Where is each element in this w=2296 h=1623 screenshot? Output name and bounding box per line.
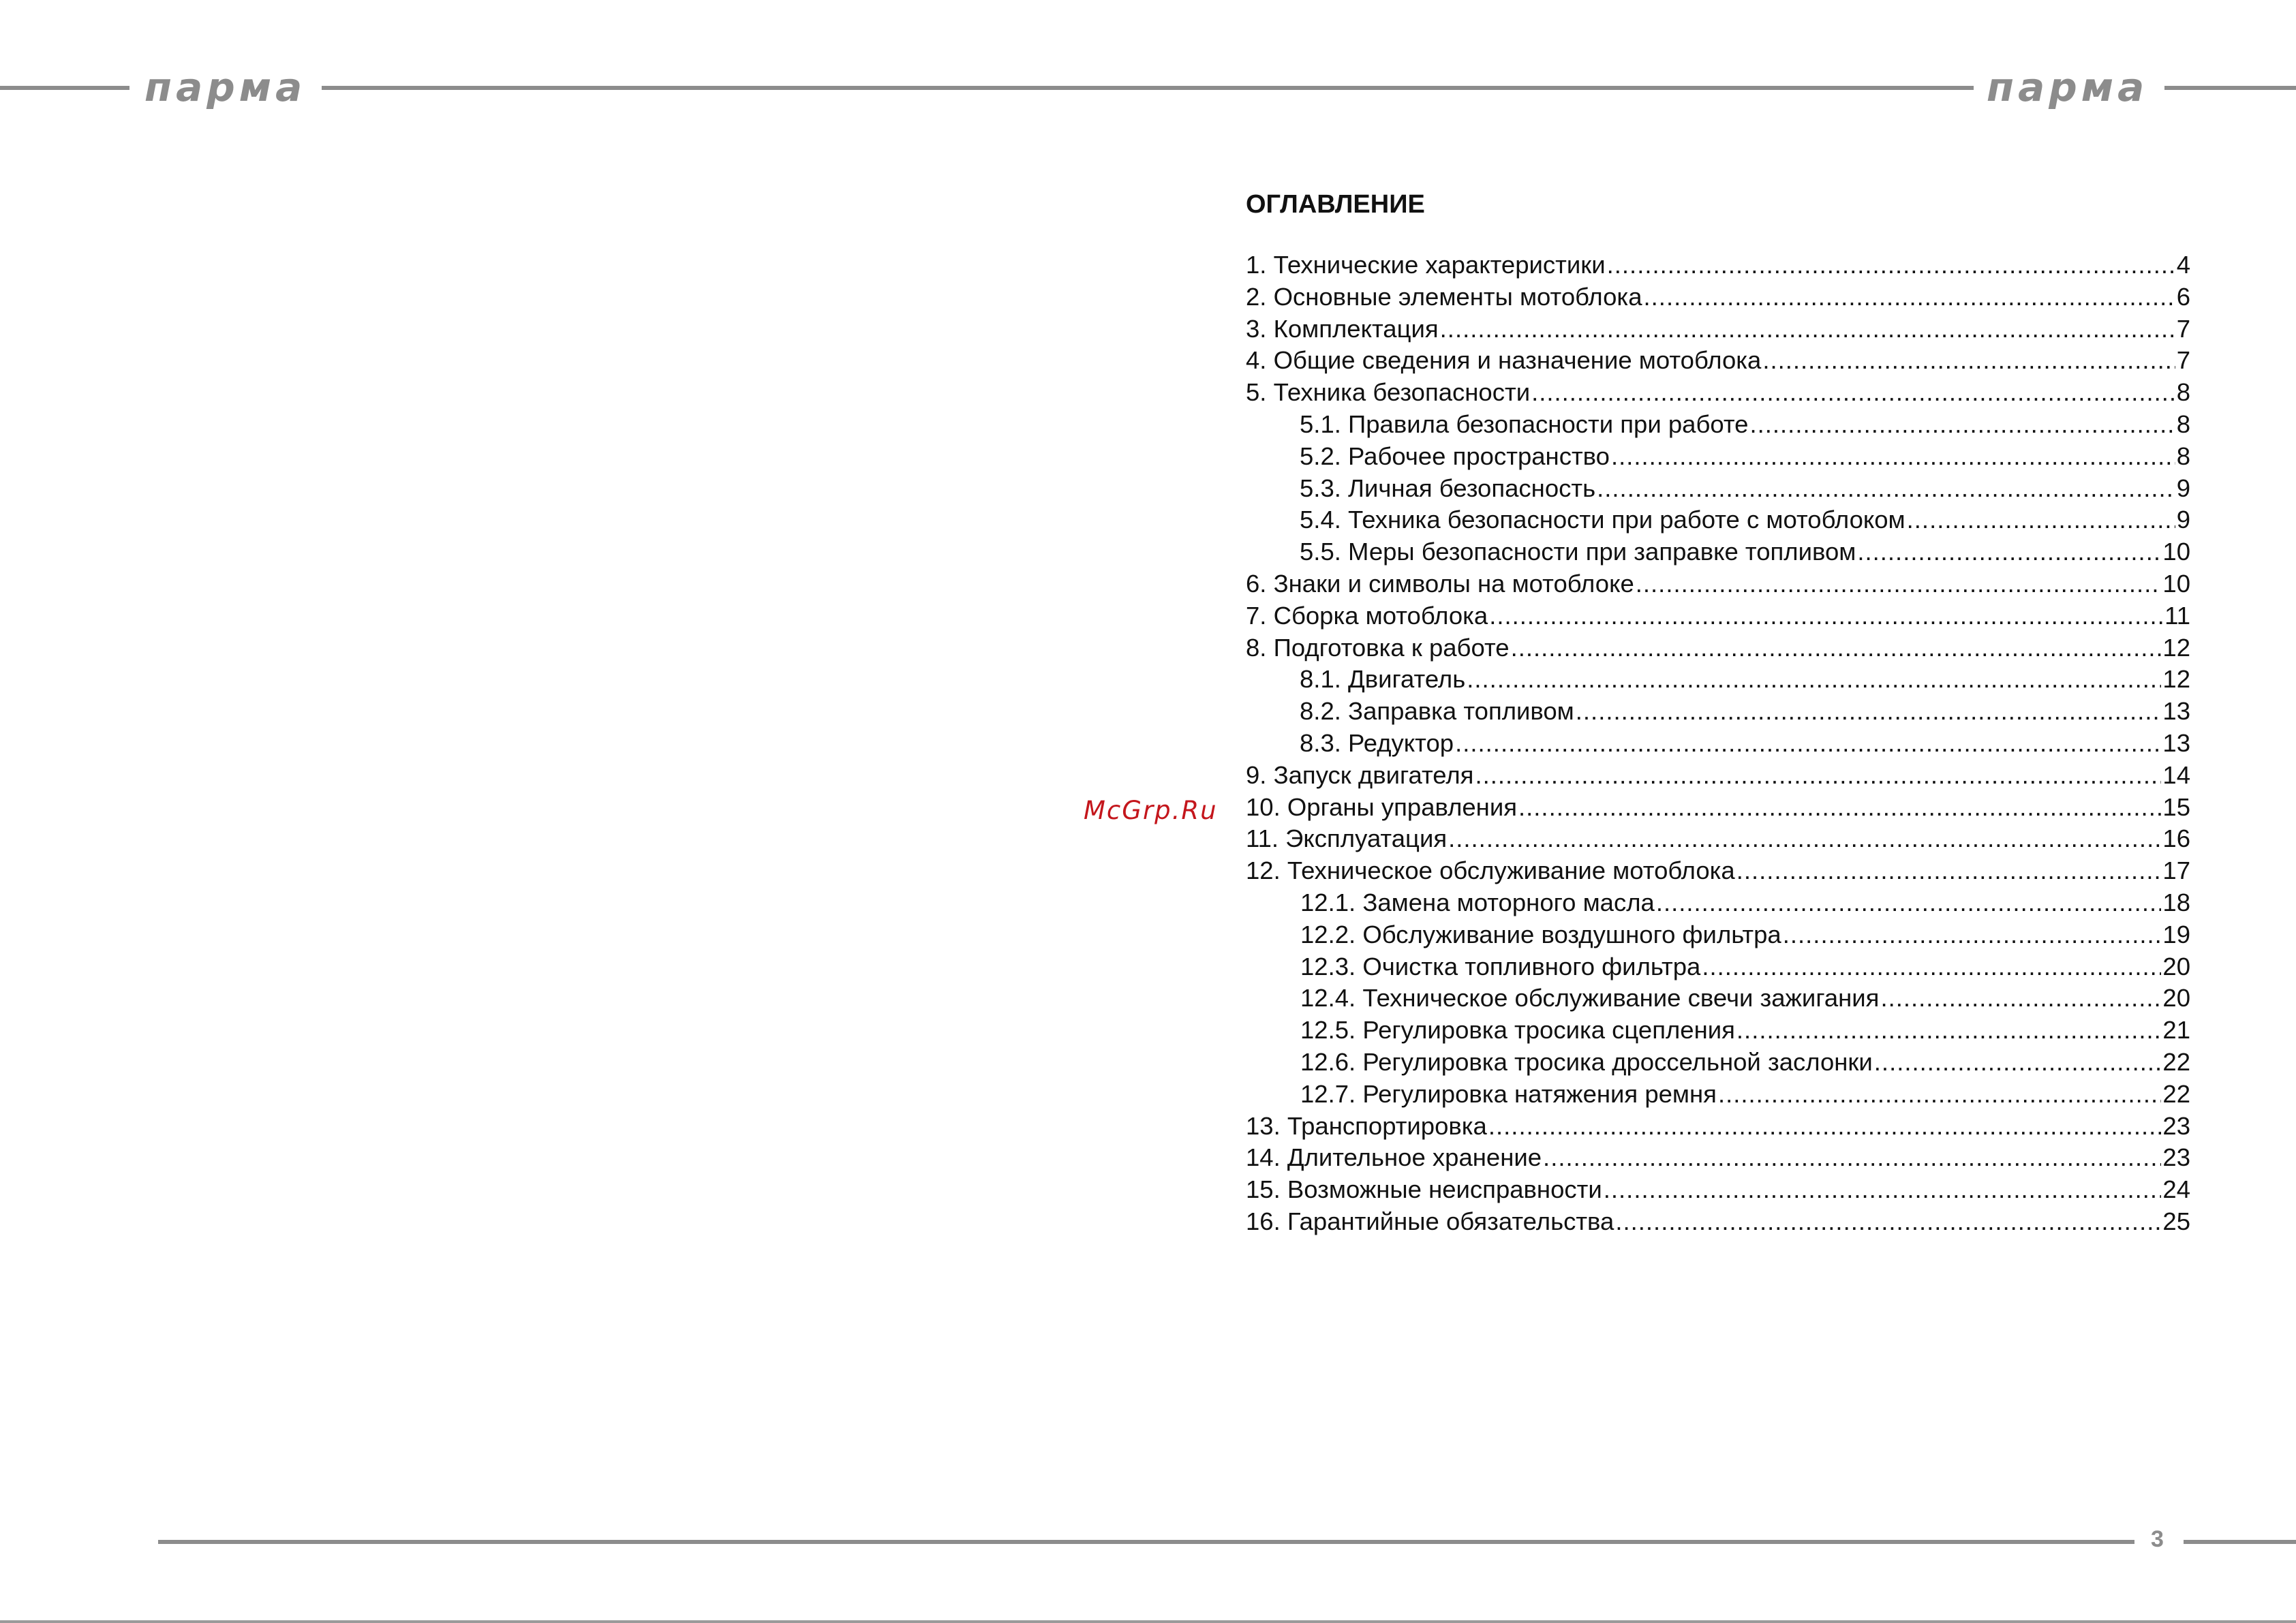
toc-entry[interactable] [1246,1111,2190,1143]
toc-entry-label: 12. Техническое обслуживание мотоблока [1246,856,1735,885]
toc-leader-dots [1615,1206,2161,1238]
toc-subentry[interactable] [1246,664,2190,696]
page-bottom-edge [0,1620,2296,1623]
toc-entry[interactable] [1246,792,2190,824]
toc-entry-page: 8 [2176,378,2190,407]
toc-entry-label: 5.2. Рабочее пространство [1300,442,1610,470]
toc-entry-page: 10 [2162,569,2190,598]
toc-entry-page: 9 [2176,474,2190,502]
toc-subentry[interactable] [1246,1015,2190,1047]
toc-entry-page: 12 [2162,633,2190,662]
toc-leader-dots [1749,409,2175,441]
toc-entry[interactable] [1246,1142,2190,1174]
toc-entry[interactable] [1246,1206,2190,1238]
toc-entry-label: 8.1. Двигатель [1300,665,1466,694]
toc-entry[interactable] [1246,1174,2190,1206]
toc-entry-label: 13. Транспортировка [1246,1111,1487,1140]
toc-leader-dots [1511,632,2162,664]
toc-entry-label: 6. Знаки и символы на мотоблоке [1246,569,1634,598]
toc-subentry[interactable] [1246,696,2190,728]
toc-entry-label: 5.4. Техника безопасности при работе с мотоблоком [1300,506,1905,534]
toc-entry[interactable] [1246,345,2190,377]
toc-leader-dots [1702,951,2161,983]
toc-subentry[interactable] [1246,983,2190,1015]
toc-entry-page: 13 [2162,697,2190,726]
toc-entry-page: 16 [2162,824,2190,853]
toc-entry[interactable] [1246,600,2190,632]
toc-entry-page: 8 [2176,442,2190,470]
toc-entry-label: 12.3. Очистка топливного фильтра [1300,952,1701,980]
toc-entry[interactable] [1246,760,2190,792]
toc-entry-label: 12.1. Замена моторного масла [1300,888,1655,916]
toc-leader-dots [1644,281,2175,313]
toc-entry-label: 12.4. Техническое обслуживание свечи зажигания [1300,984,1880,1013]
toc-entry-page: 9 [2176,506,2190,534]
toc-leader-dots [1604,1174,2162,1206]
toc-entry[interactable] [1246,823,2190,855]
toc-leader-dots [1718,1079,2161,1111]
toc-subentry[interactable] [1246,1079,2190,1111]
toc-entry-label: 1. Технические характеристики [1246,251,1606,279]
toc-leader-dots [1857,536,2161,568]
toc-leader-dots [1874,1047,2162,1079]
toc-entry-page: 23 [2162,1143,2190,1172]
toc-entry[interactable] [1246,313,2190,345]
footer-rule-right [2184,1540,2296,1544]
toc-leader-dots [1907,504,2175,536]
toc-leader-dots [1488,1111,2162,1143]
toc-entry-page: 7 [2176,346,2190,375]
toc-leader-dots [1736,1015,2161,1047]
toc-entry-page: 22 [2162,1047,2190,1076]
toc-subentry[interactable] [1246,951,2190,983]
toc-leader-dots [1448,823,2161,855]
toc-entry[interactable] [1246,377,2190,409]
toc-entry-label: 5.3. Личная безопасность [1300,474,1596,502]
toc-entry-label: 12.6. Регулировка тросика дроссельной заслонки [1300,1047,1873,1076]
toc-entry-label: 9. Запуск двигателя [1246,760,1474,789]
toc-entry-page: 20 [2162,984,2190,1013]
toc-entry-label: 4. Общие сведения и назначение мотоблока [1246,346,1762,375]
toc-entry-page: 13 [2162,728,2190,757]
toc-entry-label: 12.5. Регулировка тросика сцепления [1300,1016,1735,1045]
toc-entry-label: 3. Комплектация [1246,314,1439,343]
toc-entry-page: 14 [2162,760,2190,789]
toc-entry-label: 8.2. Заправка топливом [1300,697,1574,726]
brand-logo-left: парма [144,64,307,110]
toc-entry-label: 16. Гарантийные обязательства [1246,1207,1614,1235]
toc-subentry[interactable] [1246,1047,2190,1079]
header-rule-left-1 [0,86,129,90]
toc-entry-label: 11. Эксплуатация [1246,824,1448,853]
toc-leader-dots [1455,728,2161,760]
toc-entry-page: 4 [2176,251,2190,279]
toc-subentry[interactable] [1246,473,2190,505]
toc-entry-page: 25 [2162,1207,2190,1235]
toc-entry-page: 24 [2162,1175,2190,1204]
toc-leader-dots [1611,441,2175,473]
table-of-contents [1246,184,2190,1238]
toc-entry-page: 19 [2162,920,2190,948]
toc-leader-dots [1518,792,2161,824]
footer-rule-left [158,1540,2134,1544]
toc-entry-page: 7 [2176,314,2190,343]
toc-entry-label: 8. Подготовка к работе [1246,633,1510,662]
toc-subentry[interactable] [1246,441,2190,473]
toc-entry-page: 18 [2162,888,2190,916]
toc-entry-page: 21 [2162,1016,2190,1045]
toc-leader-dots [1440,313,2175,345]
toc-leader-dots [1543,1142,2161,1174]
toc-entry-label: 5. Техника безопасности [1246,378,1531,407]
toc-leader-dots [1576,696,2162,728]
toc-entry-label: 10. Органы управления [1246,792,1517,821]
toc-subentry[interactable] [1246,504,2190,536]
toc-leader-dots [1656,887,2162,919]
toc-subentry[interactable] [1246,919,2190,951]
brand-logo-right: парма [1987,64,2149,110]
toc-entry[interactable] [1246,281,2190,313]
toc-leader-dots [1475,760,2161,792]
toc-leader-dots [1783,919,2162,951]
toc-leader-dots [1736,855,2162,887]
toc-entry-label: 8.3. Редуктор [1300,728,1454,757]
toc-subentry[interactable] [1246,728,2190,760]
header-rule-middle [322,86,1974,90]
toc-entry-label: 5.1. Правила безопасности при работе [1300,409,1749,438]
watermark-link[interactable]: McGrp.Ru [1084,796,1218,825]
toc-subentry[interactable] [1246,536,2190,568]
toc-entry-page: 15 [2162,792,2190,821]
toc-entry[interactable] [1246,855,2190,887]
toc-entry-page: 22 [2162,1079,2190,1108]
toc-entry-label: 12.2. Обслуживание воздушного фильтра [1300,920,1781,948]
toc-title: ОГЛАВЛЕНИЕ [1246,190,1425,219]
toc-leader-dots [1607,249,2175,281]
toc-subentry[interactable] [1246,887,2190,919]
toc-entry-label: 2. Основные элементы мотоблока [1246,282,1642,311]
toc-entry-page: 11 [2164,601,2190,630]
toc-entry-page: 10 [2162,538,2190,566]
toc-entry-page: 23 [2162,1111,2190,1140]
toc-entry[interactable] [1246,632,2190,664]
toc-entry-page: 6 [2176,282,2190,311]
toc-entry-label: 14. Длительное хранение [1246,1143,1542,1172]
header-rule-right [2164,86,2296,90]
toc-entry-page: 12 [2162,665,2190,694]
toc-entry-page: 20 [2162,952,2190,980]
toc-entry-label: 7. Сборка мотоблока [1246,601,1488,630]
toc-leader-dots [1762,345,2175,377]
toc-entry[interactable] [1246,249,2190,281]
toc-entry-label: 12.7. Регулировка натяжения ремня [1300,1079,1717,1108]
toc-entry-page: 8 [2176,409,2190,438]
toc-leader-dots [1531,377,2175,409]
page-number: 3 [2151,1526,2164,1552]
toc-leader-dots [1467,664,2161,696]
toc-subentry[interactable] [1246,409,2190,441]
toc-leader-dots [1597,473,2175,505]
toc-entry-page: 17 [2162,856,2190,885]
toc-entry-label: 5.5. Меры безопасности при заправке топливом [1300,538,1856,566]
toc-leader-dots [1489,600,2163,632]
toc-entry[interactable] [1246,568,2190,600]
toc-leader-dots [1880,983,2161,1015]
toc-leader-dots [1636,568,2162,600]
toc-entry-label: 15. Возможные неисправности [1246,1175,1602,1204]
